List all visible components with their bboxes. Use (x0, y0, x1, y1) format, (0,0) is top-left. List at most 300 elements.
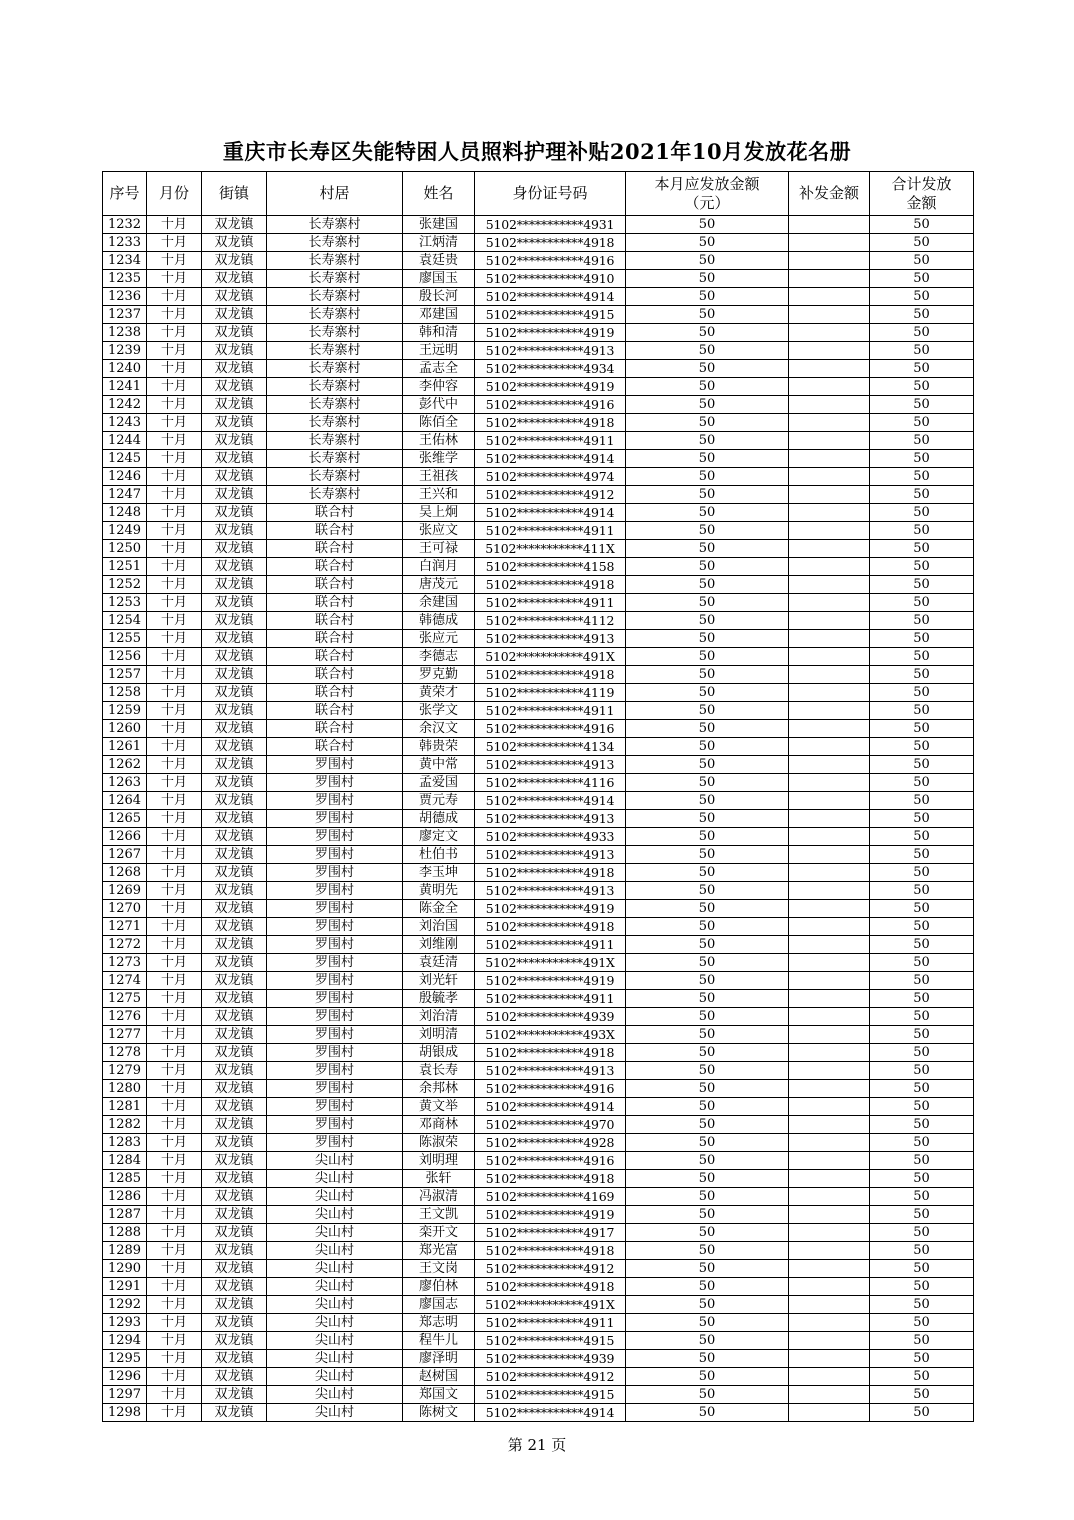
cell-name: 陈淑荣 (403, 1134, 475, 1152)
cell-month: 十月 (147, 900, 202, 918)
cell-name: 罗克勤 (403, 666, 475, 684)
cell-monthly-amount: 50 (626, 828, 789, 846)
cell-village: 尖山村 (267, 1260, 403, 1278)
cell-id-number: 5102***********4913 (475, 846, 626, 864)
table-row (103, 360, 974, 378)
cell-back-pay (789, 450, 870, 468)
cell-seq: 1233 (103, 234, 147, 252)
cell-town: 双龙镇 (202, 324, 267, 342)
cell-village: 联合村 (267, 540, 403, 558)
cell-name: 赵树国 (403, 1368, 475, 1386)
cell-back-pay (789, 738, 870, 756)
cell-seq: 1281 (103, 1098, 147, 1116)
cell-id-number: 5102***********4910 (475, 270, 626, 288)
cell-name: 王可禄 (403, 540, 475, 558)
cell-town: 双龙镇 (202, 468, 267, 486)
cell-seq: 1297 (103, 1386, 147, 1404)
cell-seq: 1294 (103, 1332, 147, 1350)
cell-total-amount: 50 (870, 666, 974, 684)
cell-town: 双龙镇 (202, 684, 267, 702)
cell-back-pay (789, 918, 870, 936)
cell-id-number: 5102***********4917 (475, 1224, 626, 1242)
cell-month: 十月 (147, 702, 202, 720)
cell-name: 黄荣才 (403, 684, 475, 702)
cell-back-pay (789, 1134, 870, 1152)
cell-monthly-amount: 50 (626, 972, 789, 990)
cell-back-pay (789, 378, 870, 396)
table-row (103, 1062, 974, 1080)
cell-seq: 1260 (103, 720, 147, 738)
cell-month: 十月 (147, 522, 202, 540)
cell-back-pay (789, 774, 870, 792)
cell-name: 郑国文 (403, 1386, 475, 1404)
table-row (103, 972, 974, 990)
cell-village: 联合村 (267, 738, 403, 756)
cell-town: 双龙镇 (202, 1026, 267, 1044)
table-row (103, 1386, 974, 1404)
cell-monthly-amount: 50 (626, 648, 789, 666)
cell-monthly-amount: 50 (626, 900, 789, 918)
header-back-pay: 补发金额 (789, 172, 870, 216)
roster-body (103, 216, 974, 1422)
cell-month: 十月 (147, 450, 202, 468)
table-row (103, 1044, 974, 1062)
header-village: 村居 (267, 172, 403, 216)
cell-back-pay (789, 630, 870, 648)
cell-seq: 1254 (103, 612, 147, 630)
cell-month: 十月 (147, 630, 202, 648)
cell-town: 双龙镇 (202, 1296, 267, 1314)
cell-month: 十月 (147, 360, 202, 378)
cell-seq: 1269 (103, 882, 147, 900)
cell-month: 十月 (147, 1350, 202, 1368)
cell-total-amount: 50 (870, 306, 974, 324)
page-title: 重庆市长寿区失能特困人员照料护理补贴2021年10月发放花名册 (222, 139, 852, 164)
cell-id-number: 5102***********4915 (475, 1332, 626, 1350)
cell-back-pay (789, 1116, 870, 1134)
cell-village: 罗围村 (267, 972, 403, 990)
cell-monthly-amount: 50 (626, 1296, 789, 1314)
cell-total-amount: 50 (870, 1404, 974, 1422)
cell-back-pay (789, 792, 870, 810)
table-row (103, 1008, 974, 1026)
cell-seq: 1289 (103, 1242, 147, 1260)
cell-seq: 1247 (103, 486, 147, 504)
cell-id-number: 5102***********4119 (475, 684, 626, 702)
cell-monthly-amount: 50 (626, 1026, 789, 1044)
cell-back-pay (789, 414, 870, 432)
cell-month: 十月 (147, 792, 202, 810)
cell-monthly-amount: 50 (626, 270, 789, 288)
cell-name: 孟爱国 (403, 774, 475, 792)
cell-back-pay (789, 666, 870, 684)
cell-back-pay (789, 1080, 870, 1098)
cell-monthly-amount: 50 (626, 1368, 789, 1386)
cell-village: 长寿寨村 (267, 342, 403, 360)
cell-month: 十月 (147, 1044, 202, 1062)
cell-name: 王文凯 (403, 1206, 475, 1224)
cell-seq: 1283 (103, 1134, 147, 1152)
cell-town: 双龙镇 (202, 882, 267, 900)
cell-name: 余邦林 (403, 1080, 475, 1098)
cell-village: 长寿寨村 (267, 486, 403, 504)
cell-seq: 1282 (103, 1116, 147, 1134)
cell-town: 双龙镇 (202, 504, 267, 522)
cell-month: 十月 (147, 864, 202, 882)
table-row (103, 432, 974, 450)
cell-monthly-amount: 50 (626, 252, 789, 270)
cell-village: 罗围村 (267, 792, 403, 810)
cell-monthly-amount: 50 (626, 1404, 789, 1422)
cell-month: 十月 (147, 1026, 202, 1044)
cell-name: 邓建国 (403, 306, 475, 324)
cell-back-pay (789, 504, 870, 522)
cell-seq: 1279 (103, 1062, 147, 1080)
cell-seq: 1251 (103, 558, 147, 576)
cell-name: 王佑林 (403, 432, 475, 450)
cell-village: 罗围村 (267, 882, 403, 900)
cell-name: 张维学 (403, 450, 475, 468)
cell-month: 十月 (147, 1188, 202, 1206)
cell-monthly-amount: 50 (626, 1332, 789, 1350)
cell-seq: 1262 (103, 756, 147, 774)
table-row (103, 1152, 974, 1170)
cell-monthly-amount: 50 (626, 1224, 789, 1242)
cell-seq: 1248 (103, 504, 147, 522)
cell-back-pay (789, 342, 870, 360)
table-row (103, 1350, 974, 1368)
cell-seq: 1266 (103, 828, 147, 846)
cell-monthly-amount: 50 (626, 1350, 789, 1368)
cell-seq: 1288 (103, 1224, 147, 1242)
roster-table (102, 171, 974, 1422)
cell-month: 十月 (147, 666, 202, 684)
cell-month: 十月 (147, 324, 202, 342)
cell-total-amount: 50 (870, 1314, 974, 1332)
cell-month: 十月 (147, 1116, 202, 1134)
cell-total-amount: 50 (870, 1008, 974, 1026)
cell-name: 黄文举 (403, 1098, 475, 1116)
cell-name: 黄明先 (403, 882, 475, 900)
table-row (103, 936, 974, 954)
cell-month: 十月 (147, 738, 202, 756)
cell-name: 张建国 (403, 216, 475, 234)
cell-month: 十月 (147, 828, 202, 846)
cell-total-amount: 50 (870, 1098, 974, 1116)
cell-back-pay (789, 1404, 870, 1422)
cell-id-number: 5102***********4933 (475, 828, 626, 846)
cell-name: 唐茂元 (403, 576, 475, 594)
cell-month: 十月 (147, 1386, 202, 1404)
cell-monthly-amount: 50 (626, 630, 789, 648)
cell-name: 王文岗 (403, 1260, 475, 1278)
cell-town: 双龙镇 (202, 1386, 267, 1404)
cell-village: 罗围村 (267, 1026, 403, 1044)
cell-month: 十月 (147, 1278, 202, 1296)
cell-total-amount: 50 (870, 792, 974, 810)
cell-village: 尖山村 (267, 1170, 403, 1188)
cell-town: 双龙镇 (202, 594, 267, 612)
table-row (103, 612, 974, 630)
cell-seq: 1238 (103, 324, 147, 342)
cell-month: 十月 (147, 990, 202, 1008)
cell-total-amount: 50 (870, 612, 974, 630)
cell-name: 李仲容 (403, 378, 475, 396)
cell-month: 十月 (147, 486, 202, 504)
cell-back-pay (789, 1332, 870, 1350)
cell-town: 双龙镇 (202, 216, 267, 234)
cell-village: 尖山村 (267, 1296, 403, 1314)
cell-name: 彭代中 (403, 396, 475, 414)
cell-back-pay (789, 1152, 870, 1170)
cell-monthly-amount: 50 (626, 414, 789, 432)
cell-name: 张应元 (403, 630, 475, 648)
cell-id-number: 5102***********4918 (475, 1242, 626, 1260)
cell-month: 十月 (147, 1260, 202, 1278)
cell-back-pay (789, 522, 870, 540)
header-monthly-amount: 本月应发放金额 （元） (626, 172, 789, 216)
cell-name: 吴上炯 (403, 504, 475, 522)
cell-village: 罗围村 (267, 1080, 403, 1098)
cell-village: 尖山村 (267, 1386, 403, 1404)
cell-name: 江炳清 (403, 234, 475, 252)
cell-seq: 1290 (103, 1260, 147, 1278)
cell-town: 双龙镇 (202, 666, 267, 684)
cell-town: 双龙镇 (202, 540, 267, 558)
cell-town: 双龙镇 (202, 1332, 267, 1350)
header-seq: 序号 (103, 172, 147, 216)
cell-total-amount: 50 (870, 486, 974, 504)
cell-name: 廖国志 (403, 1296, 475, 1314)
cell-id-number: 5102***********4116 (475, 774, 626, 792)
cell-monthly-amount: 50 (626, 504, 789, 522)
cell-id-number: 5102***********4914 (475, 288, 626, 306)
cell-name: 刘维刚 (403, 936, 475, 954)
cell-village: 长寿寨村 (267, 396, 403, 414)
cell-town: 双龙镇 (202, 270, 267, 288)
cell-village: 长寿寨村 (267, 450, 403, 468)
table-row (103, 1242, 974, 1260)
cell-id-number: 5102***********411X (475, 540, 626, 558)
cell-seq: 1257 (103, 666, 147, 684)
cell-seq: 1234 (103, 252, 147, 270)
cell-id-number: 5102***********4919 (475, 378, 626, 396)
header-id-number: 身份证号码 (475, 172, 626, 216)
table-row (103, 342, 974, 360)
cell-total-amount: 50 (870, 864, 974, 882)
cell-village: 长寿寨村 (267, 432, 403, 450)
table-row (103, 1026, 974, 1044)
cell-id-number: 5102***********4918 (475, 414, 626, 432)
cell-total-amount: 50 (870, 972, 974, 990)
cell-id-number: 5102***********4918 (475, 864, 626, 882)
cell-village: 罗围村 (267, 936, 403, 954)
cell-back-pay (789, 828, 870, 846)
cell-town: 双龙镇 (202, 1098, 267, 1116)
cell-name: 刘治清 (403, 1008, 475, 1026)
cell-village: 罗围村 (267, 954, 403, 972)
cell-town: 双龙镇 (202, 1206, 267, 1224)
cell-month: 十月 (147, 504, 202, 522)
cell-name: 李玉坤 (403, 864, 475, 882)
cell-total-amount: 50 (870, 270, 974, 288)
cell-village: 尖山村 (267, 1206, 403, 1224)
cell-town: 双龙镇 (202, 450, 267, 468)
cell-month: 十月 (147, 1062, 202, 1080)
cell-name: 冯淑清 (403, 1188, 475, 1206)
cell-total-amount: 50 (870, 594, 974, 612)
table-row (103, 270, 974, 288)
cell-id-number: 5102***********4913 (475, 882, 626, 900)
cell-seq: 1267 (103, 846, 147, 864)
cell-village: 尖山村 (267, 1314, 403, 1332)
cell-seq: 1235 (103, 270, 147, 288)
cell-monthly-amount: 50 (626, 486, 789, 504)
cell-village: 罗围村 (267, 1008, 403, 1026)
cell-village: 尖山村 (267, 1188, 403, 1206)
cell-village: 罗围村 (267, 1098, 403, 1116)
cell-total-amount: 50 (870, 216, 974, 234)
table-row (103, 828, 974, 846)
cell-village: 罗围村 (267, 810, 403, 828)
cell-monthly-amount: 50 (626, 666, 789, 684)
cell-total-amount: 50 (870, 1026, 974, 1044)
cell-id-number: 5102***********4911 (475, 594, 626, 612)
cell-month: 十月 (147, 558, 202, 576)
cell-town: 双龙镇 (202, 900, 267, 918)
cell-monthly-amount: 50 (626, 1188, 789, 1206)
cell-seq: 1291 (103, 1278, 147, 1296)
table-row (103, 1332, 974, 1350)
cell-id-number: 5102***********4918 (475, 1170, 626, 1188)
cell-village: 尖山村 (267, 1332, 403, 1350)
cell-monthly-amount: 50 (626, 1116, 789, 1134)
cell-monthly-amount: 50 (626, 918, 789, 936)
cell-monthly-amount: 50 (626, 432, 789, 450)
table-row (103, 864, 974, 882)
cell-seq: 1273 (103, 954, 147, 972)
cell-back-pay (789, 1260, 870, 1278)
cell-town: 双龙镇 (202, 1170, 267, 1188)
cell-total-amount: 50 (870, 954, 974, 972)
cell-total-amount: 50 (870, 342, 974, 360)
cell-total-amount: 50 (870, 648, 974, 666)
cell-id-number: 5102***********4911 (475, 522, 626, 540)
cell-monthly-amount: 50 (626, 522, 789, 540)
table-row (103, 1404, 974, 1422)
cell-month: 十月 (147, 720, 202, 738)
cell-town: 双龙镇 (202, 1188, 267, 1206)
cell-back-pay (789, 432, 870, 450)
header-name: 姓名 (403, 172, 475, 216)
cell-monthly-amount: 50 (626, 936, 789, 954)
cell-id-number: 5102***********4919 (475, 1206, 626, 1224)
cell-back-pay (789, 702, 870, 720)
cell-name: 王祖孩 (403, 468, 475, 486)
cell-seq: 1263 (103, 774, 147, 792)
cell-back-pay (789, 1224, 870, 1242)
cell-month: 十月 (147, 1134, 202, 1152)
cell-town: 双龙镇 (202, 828, 267, 846)
cell-id-number: 5102***********4914 (475, 504, 626, 522)
cell-back-pay (789, 540, 870, 558)
cell-monthly-amount: 50 (626, 450, 789, 468)
cell-back-pay (789, 756, 870, 774)
cell-village: 罗围村 (267, 1134, 403, 1152)
cell-village: 罗围村 (267, 1044, 403, 1062)
table-row (103, 396, 974, 414)
cell-town: 双龙镇 (202, 1116, 267, 1134)
cell-name: 王远明 (403, 342, 475, 360)
header-month: 月份 (147, 172, 202, 216)
cell-month: 十月 (147, 1152, 202, 1170)
cell-month: 十月 (147, 954, 202, 972)
cell-village: 长寿寨村 (267, 324, 403, 342)
cell-month: 十月 (147, 1314, 202, 1332)
cell-back-pay (789, 234, 870, 252)
cell-seq: 1264 (103, 792, 147, 810)
cell-id-number: 5102***********4939 (475, 1350, 626, 1368)
cell-monthly-amount: 50 (626, 1008, 789, 1026)
cell-month: 十月 (147, 576, 202, 594)
cell-month: 十月 (147, 882, 202, 900)
cell-total-amount: 50 (870, 1260, 974, 1278)
cell-total-amount: 50 (870, 450, 974, 468)
header-town: 街镇 (202, 172, 267, 216)
cell-id-number: 5102***********4914 (475, 1404, 626, 1422)
cell-seq: 1256 (103, 648, 147, 666)
cell-village: 罗围村 (267, 900, 403, 918)
cell-monthly-amount: 50 (626, 1242, 789, 1260)
cell-total-amount: 50 (870, 1332, 974, 1350)
cell-village: 联合村 (267, 666, 403, 684)
cell-seq: 1244 (103, 432, 147, 450)
cell-back-pay (789, 648, 870, 666)
cell-monthly-amount: 50 (626, 738, 789, 756)
cell-total-amount: 50 (870, 702, 974, 720)
cell-seq: 1274 (103, 972, 147, 990)
cell-month: 十月 (147, 1080, 202, 1098)
cell-back-pay (789, 1350, 870, 1368)
cell-seq: 1284 (103, 1152, 147, 1170)
cell-monthly-amount: 50 (626, 954, 789, 972)
cell-village: 联合村 (267, 522, 403, 540)
cell-town: 双龙镇 (202, 576, 267, 594)
table-row (103, 594, 974, 612)
table-row (103, 216, 974, 234)
cell-month: 十月 (147, 972, 202, 990)
cell-name: 张应文 (403, 522, 475, 540)
cell-village: 尖山村 (267, 1368, 403, 1386)
cell-back-pay (789, 1188, 870, 1206)
cell-name: 李德志 (403, 648, 475, 666)
cell-town: 双龙镇 (202, 756, 267, 774)
cell-month: 十月 (147, 1098, 202, 1116)
cell-town: 双龙镇 (202, 522, 267, 540)
cell-id-number: 5102***********4916 (475, 1152, 626, 1170)
cell-id-number: 5102***********4970 (475, 1116, 626, 1134)
cell-name: 韩贵荣 (403, 738, 475, 756)
cell-seq: 1252 (103, 576, 147, 594)
cell-town: 双龙镇 (202, 1044, 267, 1062)
cell-back-pay (789, 594, 870, 612)
cell-seq: 1268 (103, 864, 147, 882)
cell-id-number: 5102***********4911 (475, 990, 626, 1008)
cell-id-number: 5102***********4911 (475, 1314, 626, 1332)
cell-back-pay (789, 1314, 870, 1332)
cell-name: 陈佰全 (403, 414, 475, 432)
cell-village: 联合村 (267, 720, 403, 738)
